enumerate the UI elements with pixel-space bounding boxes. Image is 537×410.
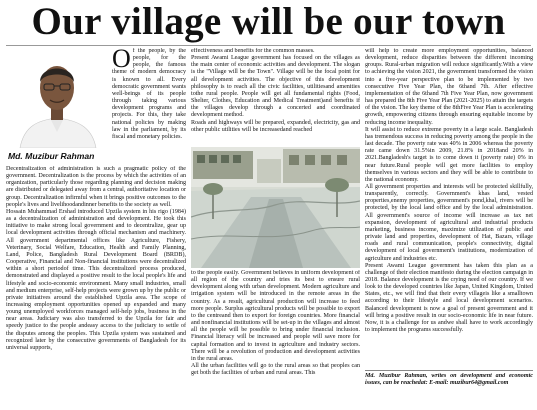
body-paragraph: to the people easily. Government believes in uniform development of all region of the country and tries its best to ensure rural development along with urban development. Modern agriculture and irrigation system will be introduced in the remote areas in the country. As a result, agricultural production will increase to feed more people. Surplus agricultural products will be possible to export to the centreand then to export for foreign countries. More financial and nonfinancial institutions will be set-up in the villages and almost all the people will be possible to bring under financial inclusion. Financial literacy will be increased and people will save more for capital formation and to invest in agriculture and industry sectors. There will be a revolution of production and development activities in the rural areas. [191, 270, 360, 362]
body-paragraph: effectiveness and benefits for the common masses. [191, 48, 315, 54]
middle-column-bottom [191, 270, 360, 410]
body-paragraph: Present Awami League government has focused on the villages as the main center of economic activities and development. The slogan is the "Village will be the Town". Village will be the focal point for all development activities. The objective of this development philosophy is to reach all the civic facilities, utilitiesand amenities tothe rural people. People will get all fundamental rights (Food, Shelter, Clothes, Education and Medical Treatment)and benefits if the villages develop through a concerted and coordinated development method. [191, 55, 360, 119]
author-portrait [6, 48, 108, 148]
body-paragraph: Decentralization of administration is such a pragmatic policy of the government. Decentralization is the process by which the activities of an organization, particularly those regarding planning and decision making are distributed or delegated away from a central, authoritative location or group. Decentralization infirmful when it brings positive outcomes to the people's lives and livelihoodandinner benefits to the society as well. [6, 166, 186, 208]
body-paragraph: Hossain Muhammad Ershad introduced Upzila system in his rigo (1984) as a decentralization of administration and development. He took this initiative to make strong local government and to decentralize, gear up local development activities through official mechanism and machinery. All government departmental offices like Agriculture, Fishery, Veterinary, Social Welfare, Education, Health and Family Planning, Land, Police, Bangladesh Rural Development Board (BRDB), Cooperative, Financial and Non-financial institutions were decentralized within a short periodof time. This decentralized process produced, demonstrated and displayed a positive result to the local people's life and lifestyle and socio-economic environment. Many small industries, small and medium enterprise, self-help projects were grown up by the public or private initiatives around the established Upzila area. The scope of increasing employment opportunities opened up expanded and many young unemployed workforces managed self-help jobs, business in the near areas. Judiciary was also transferred to the Upzila for fair and speedy justice to the people andeasy access to the judiciary to settle of the disputes among the peoples. This Upzila system was sustained and recognized later by the consecutive governments of Bangladesh for its universal supports, [6, 208, 186, 351]
drop-cap: O [112, 48, 131, 73]
author-note: Md. Muzibur Rahman, writes on development and economic issues, can be reachedat: E-mail: muzibur64@gmail.com [365, 373, 533, 387]
headline: Our village will be our town [31, 0, 506, 43]
right-column [365, 48, 533, 368]
middle-column-top [191, 48, 360, 144]
intro-text: f the people, by the people, for the people, the famous theme of modern democracy is known to all. Every democratic government wants well-beings of its people through taking various development programs and projects. For this, they take national policies by making law in the parliament, by its fiscal and monetary policies. [112, 48, 186, 140]
body-paragraph: All the urban facilities will go to the rural areas so that peoples can get both the facilities of urban and rural areas. This [191, 363, 360, 377]
body-paragraph: will help to create more employment opportunities, balanced development, reduce disparities between the different incoming groups. Rural-urban migration will reduce significantly.With a view to achieving the vision 2021, the government transformed the vision into a five-year perspective plan to be implemented by two consecutive Five Year Plan, the 6thand 7th. After effective implementation of the 6thand 7th Five Year Plan, now government has prepared the 8th Five Year Plan (2021-2025) to attain the targets of the vision. The key theme of the 8thFive Year Plan is accelerating growth, empowering citizens through ensuring equitable income by reducing income inequality. [365, 48, 533, 126]
body-paragraph: Roads and highways will be prepared, expanded, electricity, gas and other public utilities will be increasedand reached [191, 119, 360, 133]
intro-paragraph [112, 48, 186, 164]
village-development-photo [191, 147, 360, 268]
body-paragraph: All government properties and interests will be protected skillfully, transparently, correctly. Government's khas land, vested properties,enemy properties, government's pond,khal, rivers will be protected, by the local land office and by the local administration. All government's source of income will increase as tax net expansion, development of agricultural and industrial products marketing, business income, maximize utilization of public and private land and properties, development of Hat, Bazars, village roads and rural communication, people's connectivity, digital development of local government's institutions, modernization of agriculture and industries etc. [365, 183, 533, 262]
body-paragraph: It will assist to reduce extreme poverty in a large scale. Bangladesh has tremendous success in reducing poverty among the people in the last decade. The poverty rate was 40% in 2006 whereas the poverty rate came down 31.5%in 2009, 21.8% in 2018and 20% in 2021.Bangladesh's target is to come down it (poverty rate) 0% in near future.Rural people will get more facilities to employ themselves in various sectors and they will be able to contribute to the national economy. [365, 126, 533, 183]
headline-rule [6, 45, 531, 46]
left-column [6, 166, 186, 410]
body-paragraph: Present Awami League government has taken this plan as a challenge of their election manifesto during the election campaign in 2018. Balance development is the crying need of our country. If we look to the developed countries like Japan, United Kingdom, United States, etc., we will find that their every villageis like a smalltown according to their lifestyle and local development scenarios. Balanced development is now a goal of present government and it will bring a positive result in our socio-economic life in near future. Now, it is a challenge for us andwe shall have to work accordingly to implement the programs successfully. [365, 262, 533, 334]
author-byline: Md. Muzibur Rahman [8, 151, 95, 161]
footer-rule [365, 370, 533, 371]
